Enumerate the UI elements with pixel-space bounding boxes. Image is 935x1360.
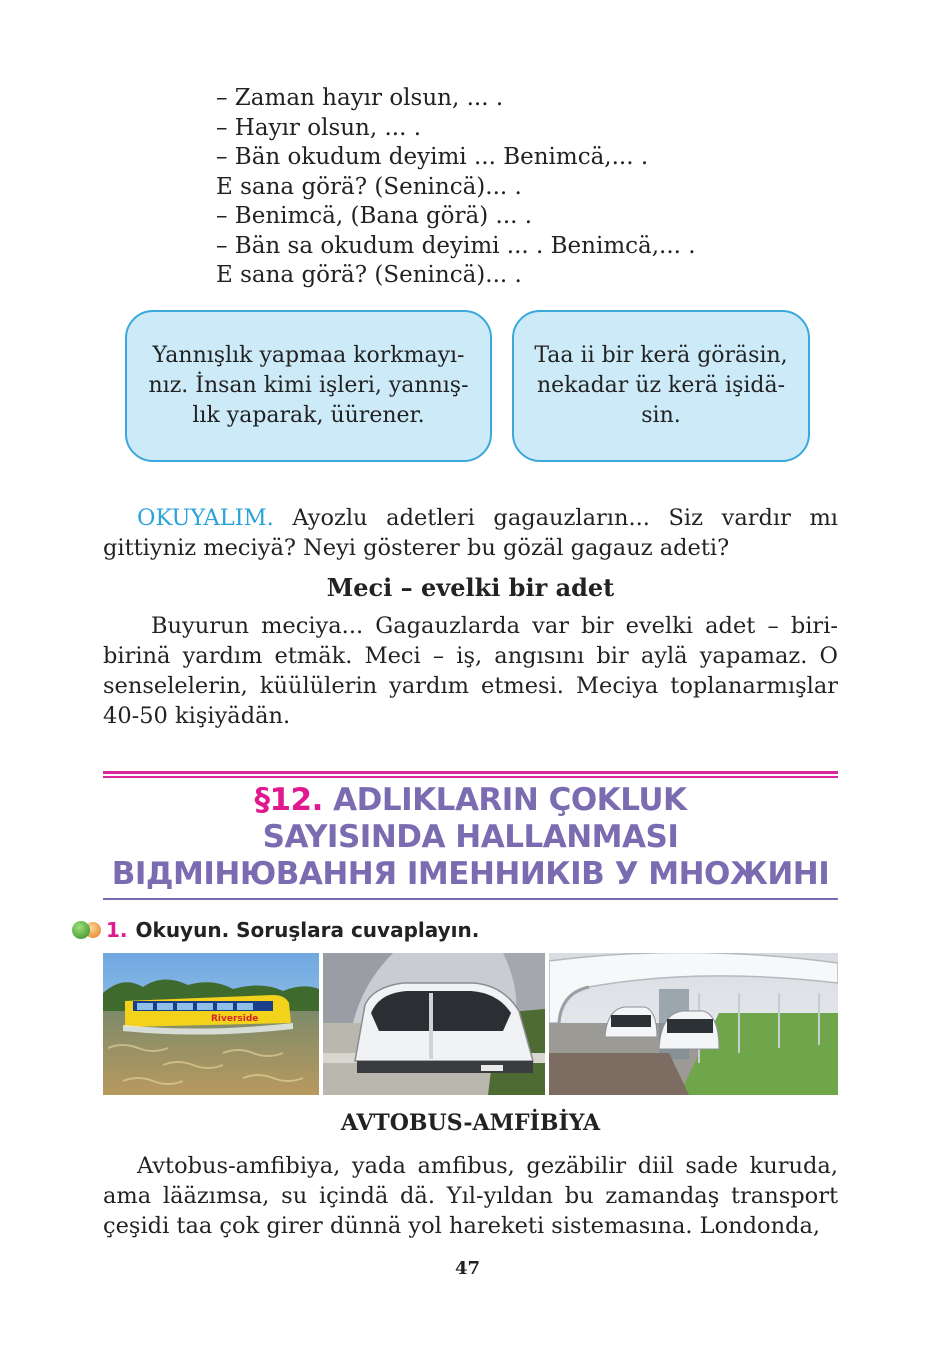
section-title-line: ADLIKLARIN ÇOKLUK	[322, 782, 687, 818]
article2-body: Avtobus-amfibiya, yada amfibus, gezäbilir diil sade kuruda, ama lääzımsa, su içindä dä. Yıl-yıldan bu zamandaş transport çeşidi taa çok girer dünnä yol hareketi sistemasına. Londonda,	[103, 1153, 838, 1239]
exercise-bullet-icon	[72, 920, 102, 940]
dialog-line: E sana görä? (Senincä)... .	[216, 173, 522, 200]
dialog-line: – Zaman hayır olsun, ... .	[216, 85, 504, 111]
dialog-line: – Bän sa okudum deyimi ... . Benimcä,... .	[216, 232, 696, 259]
proverb-bubble-left	[125, 310, 492, 462]
exercise-instruction: Okuyun. Soruşlara cuvaplayın.	[135, 918, 480, 942]
article-title: Meci – evelki bir adet	[326, 573, 615, 602]
section-rule-bottom	[103, 898, 838, 900]
transit-pod-photo	[323, 953, 545, 1095]
proverb-bubble-right	[512, 310, 810, 462]
section-number: §12.	[254, 782, 323, 818]
article2-title: AVTOBUS-AMFİBİYA	[340, 1110, 601, 1136]
bubble-line: lık yaparak, üürener.	[192, 403, 425, 428]
bubble-line: Yannışlık yapmaa korkmayı-	[152, 343, 465, 368]
transit-station-photo	[549, 953, 838, 1095]
reading-prompt	[103, 503, 838, 563]
bubble-line: sin.	[641, 403, 681, 428]
reading-label: OKUYALIM.	[137, 505, 274, 531]
dialog-line: – Hayır olsun, ... .	[216, 114, 422, 141]
page-number: 47	[454, 1258, 481, 1279]
bubble-line: nız. İnsan kimi işleri, yannış-	[148, 373, 469, 398]
section-title-translation: ВІДМІНЮВАННЯ ІМЕННИКІВ У МНОЖИНІ	[111, 856, 830, 892]
exercise-number: 1.	[106, 918, 128, 942]
bubble-line: nekadar üz kerä işidä-	[536, 373, 786, 398]
section-rule-top-thin	[103, 776, 838, 778]
exercise-header	[72, 918, 479, 942]
section-rule-top	[103, 771, 838, 774]
dialog-line: – Bän okudum deyimi ... Benimcä,... .	[216, 144, 649, 170]
bubble-line: Taa ii bir kerä göräsin,	[534, 343, 788, 368]
bus-sign-text: Riverside	[211, 1014, 259, 1024]
dialog-line: E sana görä? (Senincä)... .	[216, 262, 522, 288]
section-title	[103, 782, 838, 893]
article-body: Buyurun meciya... Gagauzlarda var bir evelki adet – biri-birinä yardım etmäk. Meci – iş, angısını bir aylä yapamaz. O senselelerin, küülülerin yardım etmesi. Meciya toplanarmışlar 40-50 kişiyädän.	[103, 613, 838, 729]
dialog-block	[216, 84, 816, 291]
reading-text: Ayozlu adetleri gagauzların... Siz vardır mı gittiyniz meciyä? Neyi gösterer bu gözäl gagauz adeti?	[103, 505, 838, 561]
section-title-line: SAYISINDA HALLANMASI	[262, 819, 679, 855]
amphibious-bus-photo	[103, 953, 319, 1095]
dialog-line: – Benimcä, (Bana görä) ... .	[216, 203, 533, 229]
